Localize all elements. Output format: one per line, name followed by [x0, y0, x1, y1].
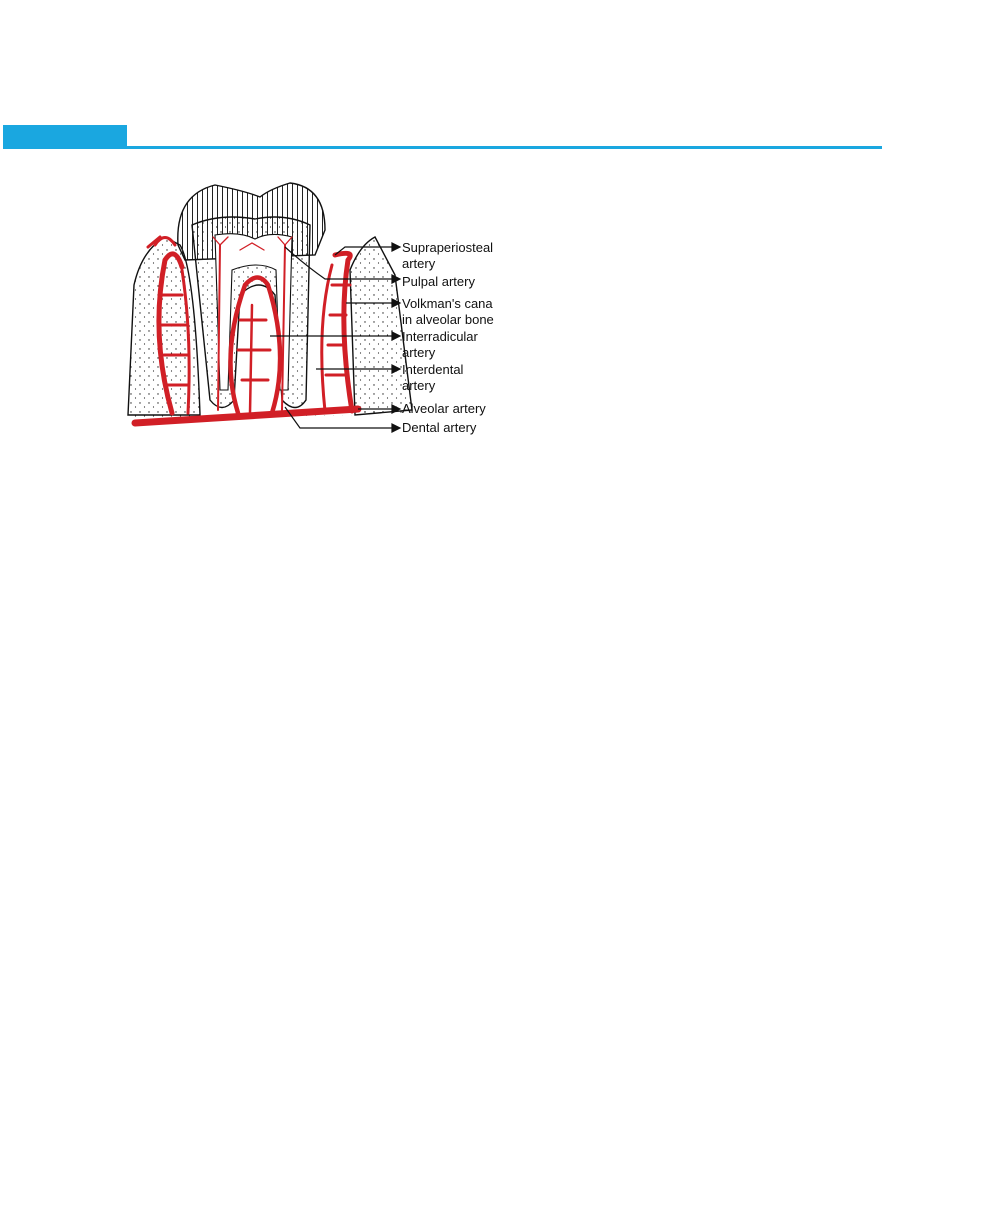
section-header-tab	[3, 125, 127, 149]
label-interdental-line2: artery	[402, 378, 436, 393]
label-volkman-line2: in alveolar bone	[402, 312, 494, 327]
label-interradicular-artery	[402, 329, 478, 361]
section-header-rule	[127, 146, 882, 149]
label-dental-artery: Dental artery	[402, 420, 477, 435]
label-pulpal-artery: Pulpal artery	[402, 274, 475, 289]
label-interradicular-line1: Interradicular	[402, 329, 478, 344]
section-header-bar	[3, 125, 882, 149]
label-interdental-artery	[402, 362, 463, 394]
label-interdental-line1: Interdental	[402, 362, 464, 377]
label-interradicular-line2: artery	[402, 345, 436, 360]
label-supraperiosteal-line1: Supraperiosteal	[402, 240, 494, 255]
label-alveolar-artery: Alveolar artery	[402, 401, 486, 416]
label-volkman-line1: Volkman's cana	[402, 296, 493, 311]
label-supraperiosteal-artery	[402, 240, 493, 272]
label-supraperiosteal-line2: artery	[402, 256, 436, 271]
tooth-blood-supply-diagram	[120, 175, 510, 445]
label-volkman-canal	[402, 296, 494, 328]
